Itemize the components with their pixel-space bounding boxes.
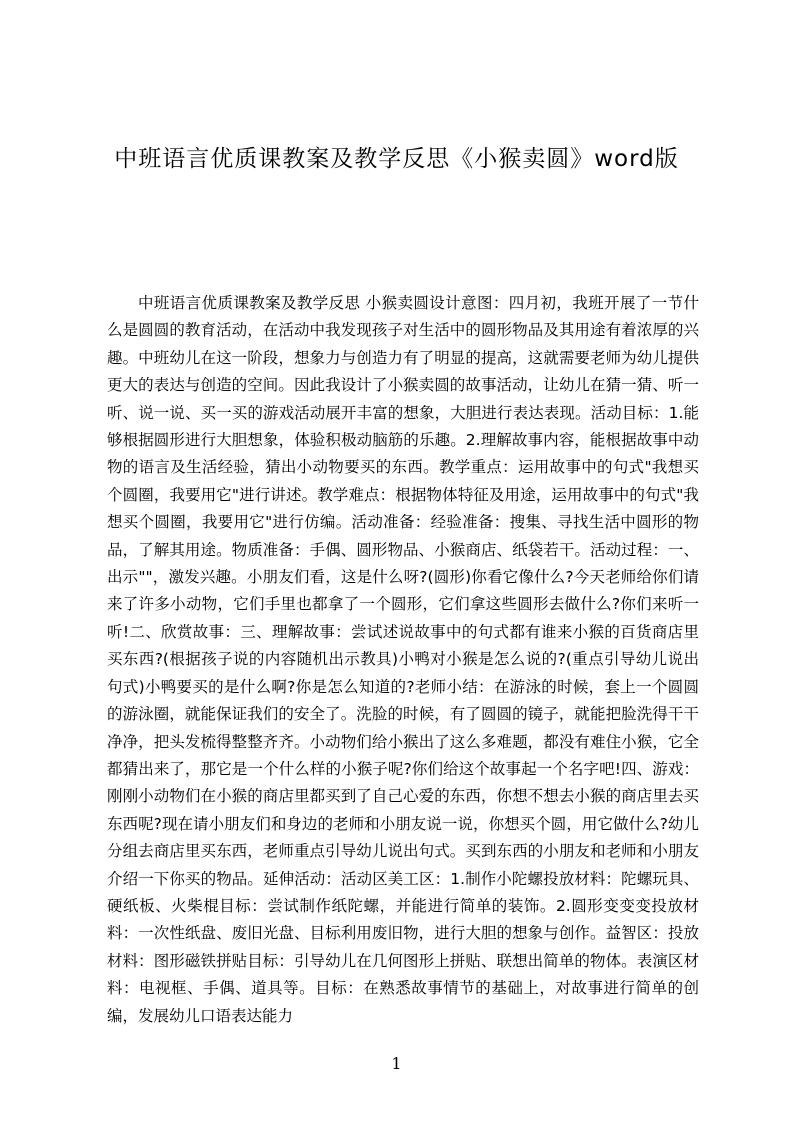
page-number: 1 [391, 1054, 402, 1073]
document-title: 中班语言优质课教案及教学反思《小猴卖圆》word版 [114, 146, 679, 172]
document-body-paragraph: 中班语言优质课教案及教学反思 小猴卖圆设计意图：四月初，我班开展了一节什么是圆圆的教育活动，在活动中我发现孩子对生活中的圆形物品及其用途有着浓厚的兴趣。中班幼儿在这一阶段，想象力与创造力有了明显的提高，这就需要老师为幼儿提供更大的表达与创造的空间。因此我设计了小猴卖圆的故事活动，让幼儿在猜一猜、听一听、说一说、买一买的游戏活动展开丰富的想象，大胆进行表达表现。活动目标：1.能够根据圆形进行大胆想象，体验积极动脑筋的乐趣。2.理解故事内容，能根据故事中动物的语言及生活经验，猜出小动物要买的东西。教学重点：运用故事中的句式"我想买个圆圈，我要用它"进行讲述。教学难点：根据物体特征及用途，运用故事中的句式"我想买个圆圈，我要用它"进行仿编。活动准备：经验准备：搜集、寻找生活中圆形的物品，了解其用途。物质准备：手偶、圆形物品、小猴商店、纸袋若干。活动过程：一、出示""，激发兴趣。小朋友们看，这是什么呀?(圆形)你看它像什么?今天老师给你们请来了许多小动物，它们手里也都拿了一个圆形，它们拿这些圆形去做什么?你们来听一听!二、欣赏故事：三、理解故事：尝试述说故事中的句式都有谁来小猴的百货商店里买东西?(根据孩子说的内容随机出示教具)小鸭对小猴是怎么说的?(重点引导幼儿说出句式)小鸭要买的是什么啊?你是怎么知道的?老师小结：在游泳的时候，套上一个圆圆的游泳圈，就能保证我们的安全了。洗脸的时候，有了圆圆的镜子，就能把脸洗得干干净净，把头发梳得整整齐齐。小动物们给小猴出了这么多难题，都没有难住小猴，它全都猜出来了，那它是一个什么样的小猴子呢?你们给这个故事起一个名字吧!四、游戏：刚刚小动物们在小猴的商店里都买到了自己心爱的东西，你想不想去小猴的商店里去买东西呢?现在请小朋友们和身边的老师和小朋友说一说，你想买个圆，用它做什么?幼儿分组去商店里买东西，老师重点引导幼儿说出句式。买到东西的小朋友和老师和小朋友介绍一下你买的物品。延伸活动：活动区美工区：1.制作小陀螺投放材料：陀螺玩具、硬纸板、火柴棍目标：尝试制作纸陀螺，并能进行简单的装饰。2.圆形变变变投放材料：一次性纸盘、废旧光盘、目标利用废旧物，进行大胆的想象与创作。益智区：投放材料：图形磁铁拼贴目标：引导幼儿在几何图形上拼贴、联想出简单的物体。表演区材料：电视框、手偶、道具等。目标：在熟悉故事情节的基础上，对故事进行简单的创编，发展幼儿口语表达能力 [107, 294, 699, 1025]
